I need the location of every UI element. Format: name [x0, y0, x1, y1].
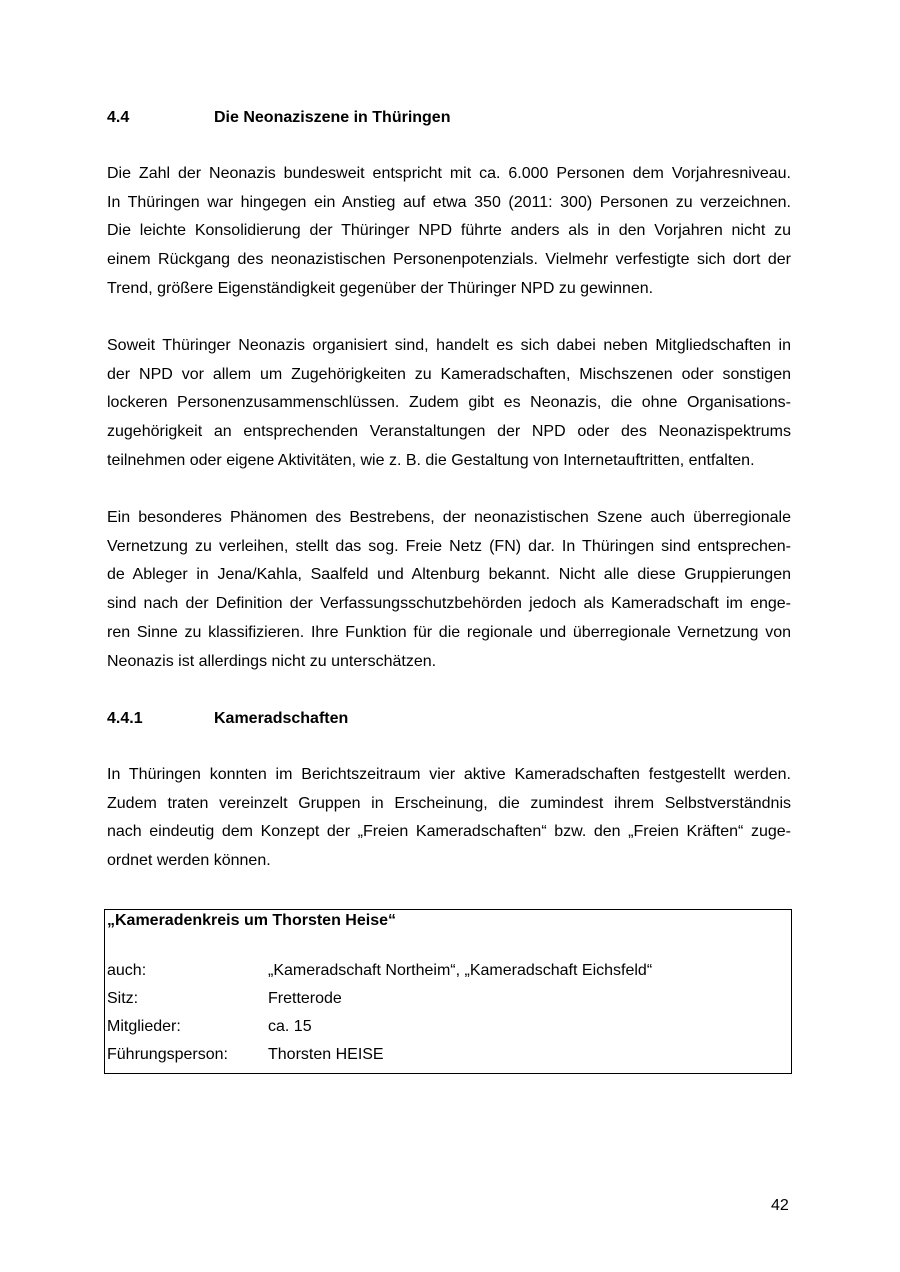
paragraph-line: Die leichte Konsolidierung der Thüringer NPD führte anders als in den Vorjahren nicht zu	[107, 222, 791, 240]
section-number: 4.4	[107, 109, 130, 126]
paragraph-line: In Thüringen konnten im Berichtszeitraum vier aktive Kameradschaften festgestellt werden.	[107, 766, 791, 783]
paragraph-1	[107, 160, 791, 304]
infobox-label: Führungsperson:	[107, 1046, 228, 1063]
infobox-label: Mitglieder:	[107, 1018, 181, 1035]
infobox-row-auch	[107, 961, 652, 981]
infobox-title: „Kameradenkreis um Thorsten Heise“	[107, 912, 396, 929]
paragraph-line: Ein besonderes Phänomen des Bestrebens, der neonazistischen Szene auch überregionale	[107, 509, 791, 526]
paragraph-3	[107, 504, 791, 676]
page-number: 42	[771, 1197, 789, 1214]
infobox-row-sitz	[107, 989, 342, 1009]
paragraph-line: ordnet werden können.	[107, 852, 271, 870]
section-number: 4.4.1	[107, 710, 143, 727]
paragraph-line: Die Zahl der Neonazis bundesweit entspricht mit ca. 6.000 Personen dem Vorjahresniveau.	[107, 165, 791, 182]
paragraph-line: Soweit Thüringer Neonazis organisiert sind, handelt es sich dabei neben Mitgliedschaften in	[107, 337, 791, 354]
paragraph-line: Neonazis ist allerdings nicht zu unterschätzen.	[107, 652, 437, 670]
paragraph-line: zugehörigkeit an entsprechenden Veranstaltungen der NPD oder des Neonazispektrums	[107, 423, 791, 441]
paragraph-line: Vernetzung zu verleihen, stellt das sog. Freie Netz (FN) dar. In Thüringen sind entsprechen-	[107, 537, 791, 555]
paragraph-line: der NPD vor allem um Zugehörigkeiten zu Kameradschaften, Mischszenen oder sonstigen	[107, 365, 791, 383]
paragraph-line: lockeren Personenzusammenschlüssen. Zudem gibt es Neonazis, die ohne Organisations-	[107, 394, 791, 412]
paragraph-line: Zudem traten vereinzelt Gruppen in Erscheinung, die zumindest ihrem Selbstverständnis	[107, 794, 791, 812]
infobox-label: Sitz:	[107, 990, 139, 1007]
paragraph-line: sind nach der Definition der Verfassungsschutzbehörden jedoch als Kameradschaft im enge-	[107, 595, 791, 613]
paragraph-line: ren Sinne zu klassifizieren. Ihre Funktion für die regionale und überregionale Vernetzung von	[107, 623, 791, 641]
section-title: Kameradschaften	[214, 710, 349, 727]
paragraph-2	[107, 332, 791, 476]
paragraph-line: nach eindeutig dem Konzept der „Freien Kameradschaften“ bzw. den „Freien Kräften“ zuge-	[107, 823, 791, 841]
paragraph-line: teilnehmen oder eigene Aktivitäten, wie z. B. die Gestaltung von Internetauftritten, entfalten.	[107, 451, 755, 469]
infobox-value: „Kameradschaft Northeim“, „Kameradschaft Eichsfeld“	[268, 962, 653, 979]
infobox-label: auch:	[107, 962, 147, 979]
infobox-value: Fretterode	[268, 990, 342, 1007]
paragraph-4	[107, 761, 791, 876]
infobox-value: ca. 15	[268, 1018, 312, 1035]
section-heading-4-4	[107, 108, 450, 128]
infobox-row-mitglieder	[107, 1017, 312, 1037]
paragraph-line: einem Rückgang des neonazistischen Personenpotenzials. Vielmehr verfestigte sich dort der	[107, 251, 791, 269]
infobox-value: Thorsten HEISE	[268, 1046, 384, 1063]
organization-infobox	[104, 909, 792, 1074]
paragraph-line: Trend, größere Eigenständigkeit gegenüber der Thüringer NPD zu gewinnen.	[107, 279, 654, 297]
paragraph-line: de Ableger in Jena/Kahla, Saalfeld und Altenburg bekannt. Nicht alle diese Gruppierungen	[107, 566, 791, 584]
infobox-row-fuehrungsperson	[107, 1045, 384, 1065]
section-title: Die Neonaziszene in Thüringen	[214, 109, 451, 126]
paragraph-line: In Thüringen war hingegen ein Anstieg auf etwa 350 (2011: 300) Personen zu verzeichnen.	[107, 193, 791, 211]
section-heading-4-4-1	[107, 709, 348, 729]
